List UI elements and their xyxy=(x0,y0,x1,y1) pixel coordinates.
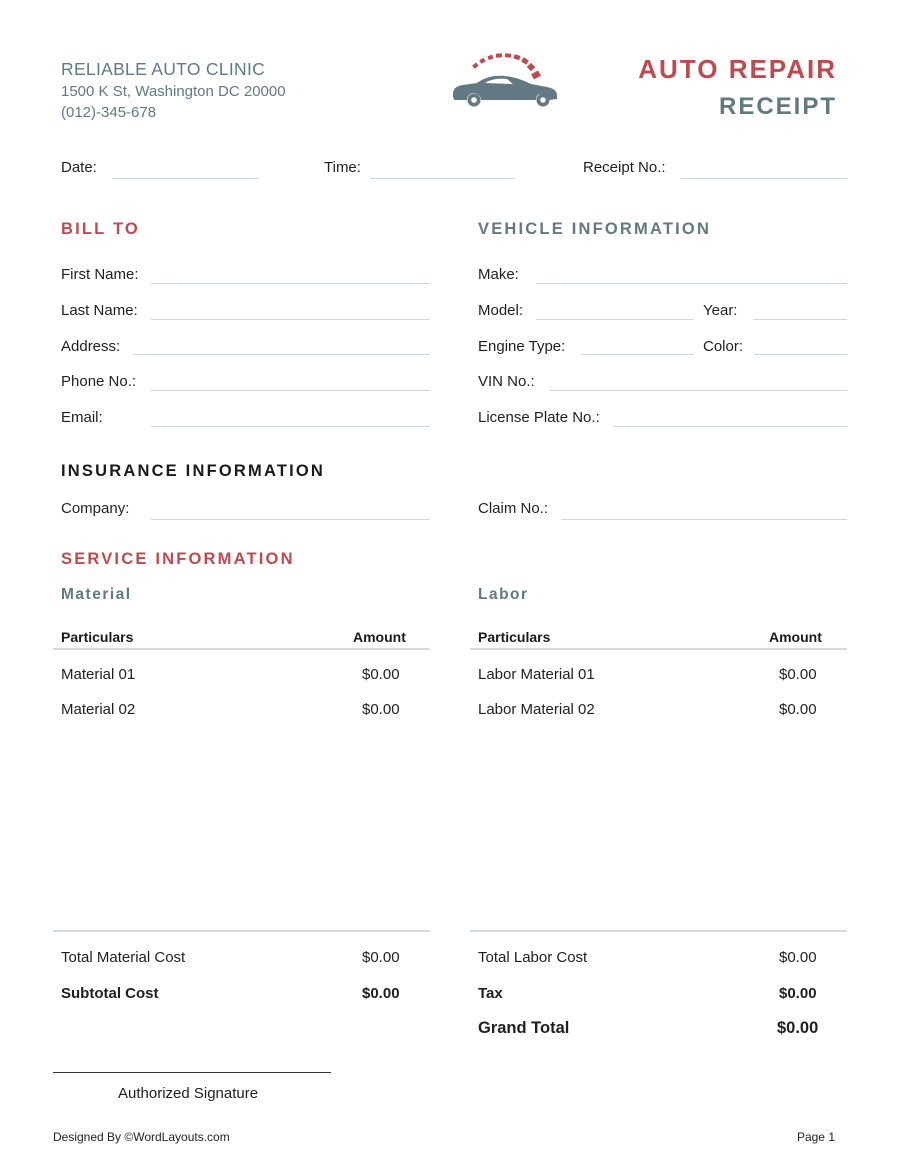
signature-label: Authorized Signature xyxy=(118,1085,259,1102)
email-field[interactable] xyxy=(151,426,430,427)
claim-no-field[interactable] xyxy=(561,519,847,520)
material-header-rule xyxy=(53,648,430,650)
year-field[interactable] xyxy=(753,319,847,320)
receipt-no-field[interactable] xyxy=(681,178,847,179)
material-col-amount: Amount xyxy=(353,629,406,645)
table-row-material-name: Material 02 xyxy=(61,701,136,718)
last-name-field[interactable] xyxy=(151,319,430,320)
subtotal-label: Subtotal Cost xyxy=(61,985,159,1002)
grand-total-value: $0.00 xyxy=(777,1019,819,1037)
company-name: RELIABLE AUTO CLINIC xyxy=(61,59,266,79)
table-row-material-name: Material 01 xyxy=(61,666,136,683)
make-field[interactable] xyxy=(536,283,847,284)
date-field[interactable] xyxy=(112,178,258,179)
table-row-labor-name: Labor Material 01 xyxy=(478,666,595,683)
engine-type-field[interactable] xyxy=(581,354,694,355)
page-number: Page 1 xyxy=(796,1130,835,1144)
subtotal-value: $0.00 xyxy=(362,985,400,1002)
table-row-material-amount: $0.00 xyxy=(362,666,400,683)
date-label: Date: xyxy=(61,159,97,176)
color-field[interactable] xyxy=(754,354,847,355)
insurance-company-label: Company: xyxy=(61,500,130,517)
speedometer-arc xyxy=(472,53,541,79)
company-address: 1500 K St, Washington DC 20000 xyxy=(61,83,286,100)
color-label: Color: xyxy=(703,338,744,355)
receipt-title-line2: RECEIPT xyxy=(718,93,837,120)
model-field[interactable] xyxy=(536,319,694,320)
footer-credit: Designed By ©WordLayouts.com xyxy=(53,1130,230,1144)
year-label: Year: xyxy=(703,302,738,319)
address-field[interactable] xyxy=(133,354,430,355)
material-heading: Material xyxy=(61,586,132,603)
model-label: Model: xyxy=(478,302,524,319)
last-name-label: Last Name: xyxy=(61,302,138,319)
total-labor-value: $0.00 xyxy=(779,949,817,966)
bill-to-heading: BILL TO xyxy=(61,220,140,238)
sports-car-icon xyxy=(449,50,561,112)
labor-col-particulars: Particulars xyxy=(478,629,551,645)
signature-line[interactable] xyxy=(53,1072,331,1073)
tax-value: $0.00 xyxy=(779,985,817,1002)
time-field[interactable] xyxy=(370,178,515,179)
license-plate-field[interactable] xyxy=(614,426,847,427)
labor-total-rule xyxy=(470,930,847,932)
phone-label: Phone No.: xyxy=(61,373,137,390)
service-info-heading: SERVICE INFORMATION xyxy=(61,550,295,568)
receipt-title-line1: AUTO REPAIR xyxy=(638,54,837,84)
labor-heading: Labor xyxy=(478,586,529,603)
first-name-label: First Name: xyxy=(61,266,139,283)
company-phone: (012)-345-678 xyxy=(61,104,157,121)
vehicle-info-heading: VEHICLE INFORMATION xyxy=(478,220,712,238)
vin-label: VIN No.: xyxy=(478,373,535,390)
total-material-value: $0.00 xyxy=(362,949,400,966)
address-label: Address: xyxy=(61,338,121,355)
license-plate-label: License Plate No.: xyxy=(478,409,600,426)
time-label: Time: xyxy=(324,159,361,176)
vin-field[interactable] xyxy=(549,390,847,391)
table-row-labor-amount: $0.00 xyxy=(779,666,817,683)
table-row-material-amount: $0.00 xyxy=(362,701,400,718)
tax-label: Tax xyxy=(478,985,503,1002)
table-row-labor-amount: $0.00 xyxy=(779,701,817,718)
total-material-label: Total Material Cost xyxy=(61,949,186,966)
table-row-labor-name: Labor Material 02 xyxy=(478,701,595,718)
make-label: Make: xyxy=(478,266,519,283)
insurance-company-field[interactable] xyxy=(151,519,430,520)
claim-no-label: Claim No.: xyxy=(478,500,549,517)
insurance-heading: INSURANCE INFORMATION xyxy=(61,462,326,480)
phone-field[interactable] xyxy=(151,390,430,391)
email-label: Email: xyxy=(61,409,103,426)
receipt-no-label: Receipt No.: xyxy=(583,159,666,176)
labor-col-amount: Amount xyxy=(769,629,822,645)
first-name-field[interactable] xyxy=(151,283,430,284)
material-total-rule xyxy=(53,930,430,932)
material-col-particulars: Particulars xyxy=(61,629,134,645)
engine-type-label: Engine Type: xyxy=(478,338,566,355)
grand-total-label: Grand Total xyxy=(478,1019,570,1037)
labor-header-rule xyxy=(470,648,847,650)
total-labor-label: Total Labor Cost xyxy=(478,949,588,966)
